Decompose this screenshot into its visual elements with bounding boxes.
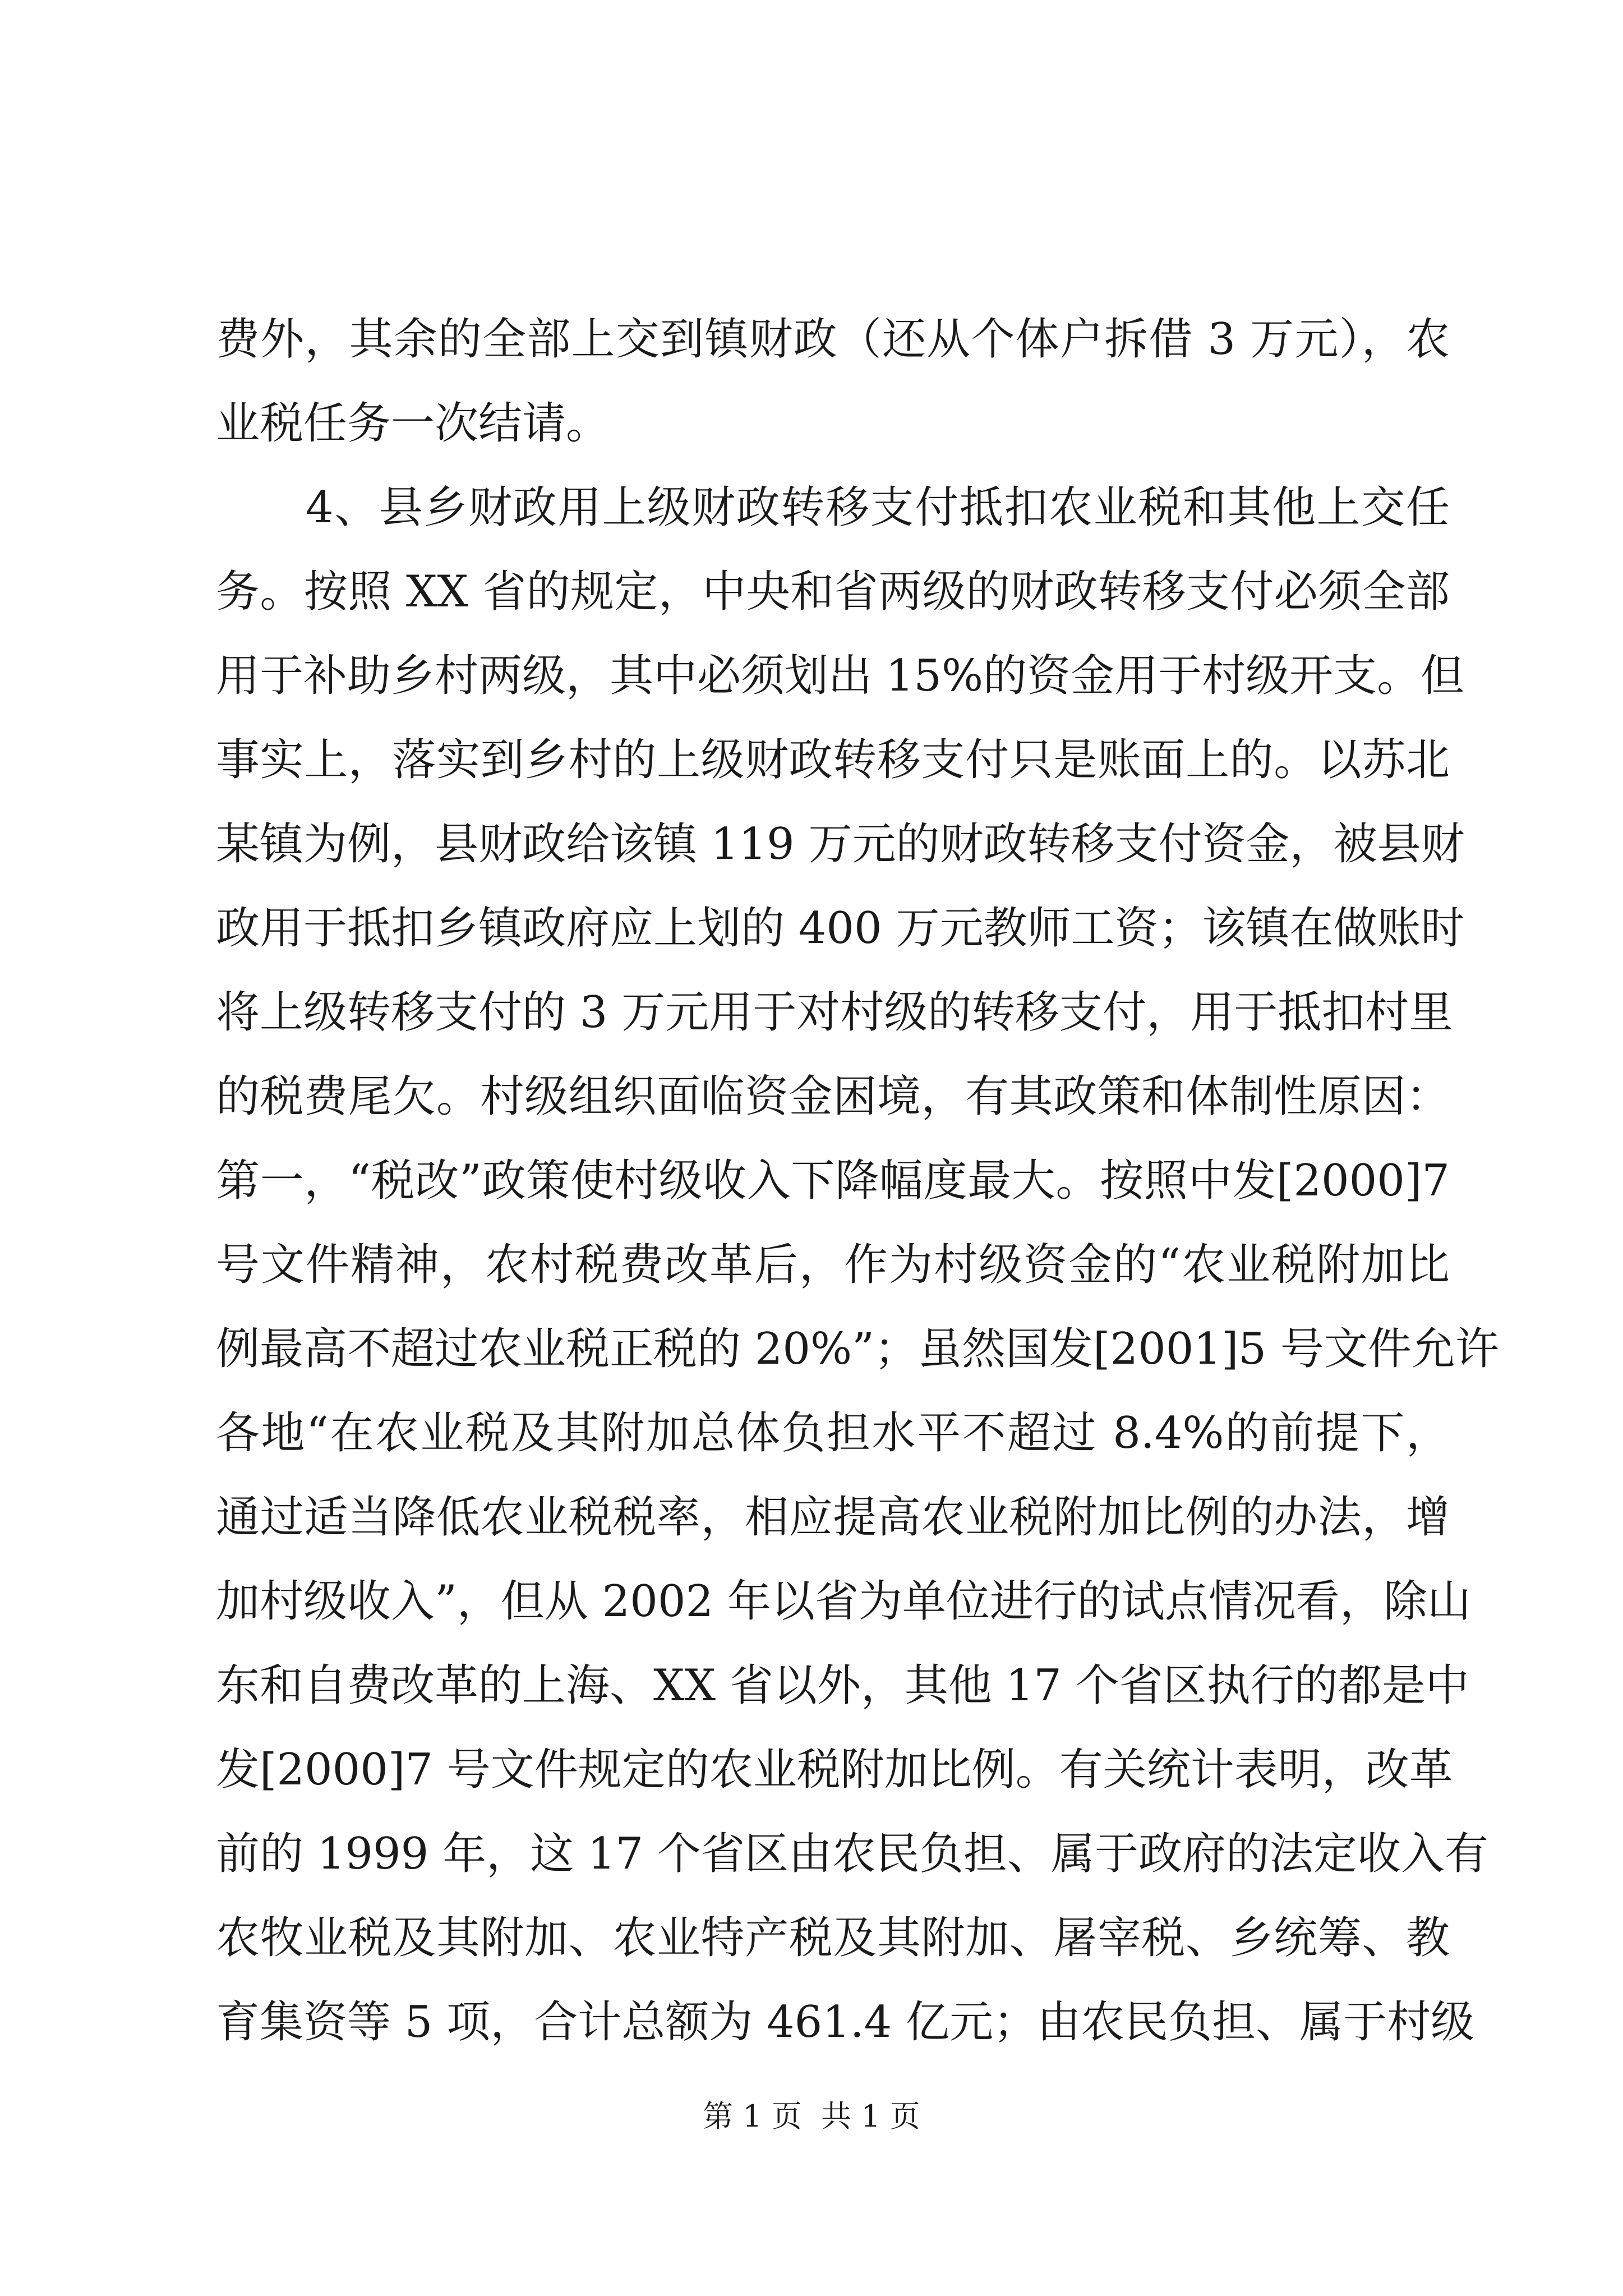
text-line: 号文件精神，农村税费改革后，作为村级资金的“农业税附加比 [216, 1240, 1450, 1290]
text-line: 各地“在农业税及其附加总体负担水平不超过 8.4%的前提下， [216, 1408, 1450, 1458]
text-line: 费外，其余的全部上交到镇财政（还从个体户拆借 3 万元），农 [216, 314, 1450, 365]
text-line: 前的 1999 年，这 17 个省区由农民负担、属于政府的法定收入有 [216, 1829, 1488, 1879]
page-footer: 第 1 页 共 1 页 [703, 2099, 920, 2134]
body-text [216, 297, 1499, 2064]
text-line: 将上级转移支付的 3 万元用于对村级的转移支付，用于抵扣村里 [216, 987, 1453, 1038]
text-line: 某镇为例，县财政给该镇 119 万元的财政转移支付资金，被县财 [216, 819, 1465, 869]
text-line: 农牧业税及其附加、农业特产税及其附加、屠宰税、乡统筹、教 [216, 1913, 1450, 1963]
text-line: 用于补助乡村两级，其中必须划出 15%的资金用于村级开支。但 [216, 651, 1465, 701]
text-line: 通过适当降低农业税税率，相应提高农业税附加比例的办法，增 [216, 1492, 1450, 1543]
text-line: 例最高不超过农业税正税的 20%”；虽然国发[2001]5 号文件允许 [216, 1324, 1499, 1374]
text-line: 事实上，落实到乡村的上级财政转移支付只是账面上的。以苏北 [216, 735, 1450, 785]
text-line: 第一，“税改”政策使村级收入下降幅度最大。按照中发[2000]7 [216, 1156, 1450, 1206]
text-line: 东和自费改革的上海、XX 省以外，其他 17 个省区执行的都是中 [216, 1660, 1469, 1711]
text-line: 加村级收入”，但从 2002 年以省为单位进行的试点情况看，除山 [216, 1576, 1471, 1627]
text-line: 政用于抵扣乡镇政府应上划的 400 万元教师工资；该镇在做账时 [216, 903, 1465, 954]
text-line: 务。按照 XX 省的规定，中央和省两级的财政转移支付必须全部 [216, 567, 1450, 617]
text-line: 发[2000]7 号文件规定的农业税附加比例。有关统计表明，改革 [216, 1745, 1453, 1795]
text-line: 育集资等 5 项，合计总额为 461.4 亿元；由农民负担、属于村级 [216, 1997, 1475, 2047]
text-line: 的税费尾欠。村级组织面临资金困境，有其政策和体制性原因： [216, 1071, 1450, 1122]
paragraph-first-line: 4、县乡财政用上级财政转移支付抵扣农业税和其他上交任 [306, 482, 1450, 533]
text-line: 业税任务一次结请。 [216, 398, 610, 449]
